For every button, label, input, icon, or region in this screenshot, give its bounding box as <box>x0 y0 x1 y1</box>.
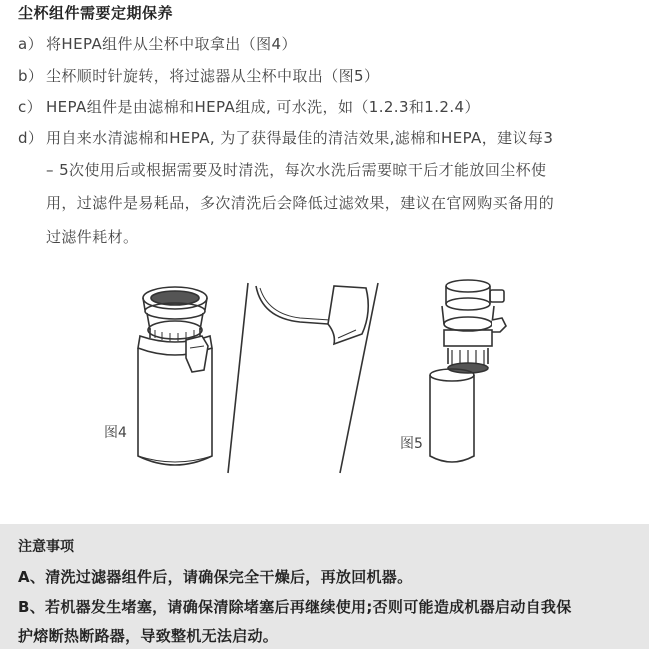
notice-line-b-continued: 护熔断热断路器，导致整机无法启动。 <box>18 627 279 645</box>
fig5-label: 图5 <box>400 436 423 452</box>
illustrations <box>0 278 649 478</box>
step-b <box>18 65 379 86</box>
step-c-text: HEPA组件是由滤棉和HEPA组成, 可水洗，如（1.2.3和1.2.4） <box>46 98 480 116</box>
fig5-separated-filter-illustration <box>430 280 506 462</box>
section-title: 尘杯组件需要定期保养 <box>18 4 174 22</box>
notice-line-a: A、清洗过滤器组件后，请确保完全干燥后，再放回机器。 <box>18 568 413 586</box>
notice-box <box>0 524 649 649</box>
step-a <box>18 33 297 54</box>
step-d <box>18 127 553 148</box>
notice-title: 注意事项 <box>18 539 74 555</box>
fig4-label: 图4 <box>104 425 127 441</box>
step-a-prefix: a） <box>18 35 43 53</box>
fig4-dust-cup-illustration <box>138 287 212 465</box>
step-b-text: 尘杯顺时针旋转，将过滤器从尘杯中取出（图5） <box>46 67 380 85</box>
notice-line-b: B、若机器发生堵塞，请确保清除堵塞后再继续使用;否则可能造成机器启动自我保 <box>18 598 572 616</box>
step-a-text: 将HEPA组件从尘杯中取拿出（图4） <box>46 35 297 53</box>
vacuum-body-illustration <box>228 283 378 473</box>
step-d-prefix: d） <box>18 129 44 147</box>
step-b-prefix: b） <box>18 67 44 85</box>
step-d-line-3: 用，过滤件是易耗品，多次清洗后会降低过滤效果，建议在官网购买备用的 <box>46 194 555 212</box>
step-d-line-4: 过滤件耗材。 <box>46 228 139 246</box>
step-d-text: 用自来水清滤棉和HEPA, 为了获得最佳的清洁效果,滤棉和HEPA，建议每3 <box>46 129 554 147</box>
step-d-line-2: – 5次使用后或根据需要及时清洗，每次水洗后需要晾干后才能放回尘杯使 <box>46 161 547 179</box>
step-c-prefix: c） <box>18 98 43 116</box>
step-c <box>18 96 480 117</box>
